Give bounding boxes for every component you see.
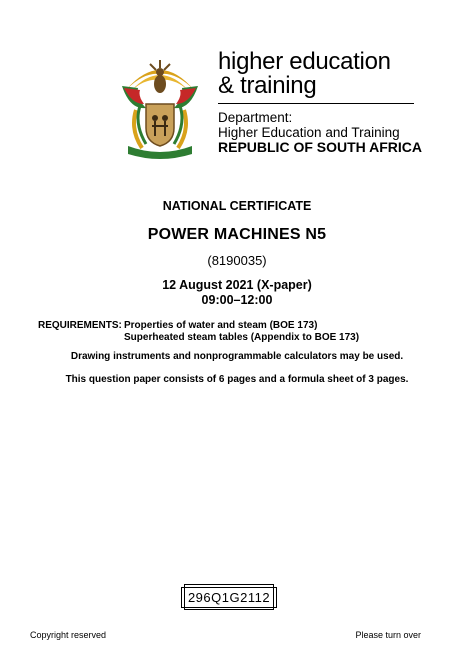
brand-divider: [218, 103, 414, 104]
brand-line-1: higher education: [218, 48, 391, 75]
secretary-bird-icon: [122, 60, 198, 108]
department-label: Department:: [218, 110, 293, 125]
coat-of-arms-logo: [116, 50, 204, 160]
requirement-item: Properties of water and steam (BOE 173): [124, 320, 318, 331]
country-name: REPUBLIC OF SOUTH AFRICA: [218, 139, 423, 155]
subject-code: (8190035): [207, 253, 267, 268]
instruments-note: Drawing instruments and nonprogrammable calculators may be used.: [70, 351, 404, 362]
subject-title: POWER MACHINES N5: [147, 226, 327, 243]
certificate-title: NATIONAL CERTIFICATE: [162, 199, 312, 213]
department-name: Higher Education and Training: [218, 125, 400, 140]
motto-ribbon-icon: [128, 146, 192, 159]
requirements-section: [38, 320, 359, 344]
copyright-footer: Copyright reserved: [30, 630, 107, 640]
requirement-item: Superheated steam tables (Appendix to BOE 173): [124, 332, 360, 343]
paper-code: 296Q1G2112: [181, 587, 277, 608]
paper-code-box: [184, 584, 274, 610]
pages-note: This question paper consists of 6 pages and a formula sheet of 3 pages.: [65, 374, 409, 385]
requirements-list: [124, 320, 359, 344]
department-block: [218, 110, 423, 155]
turn-over-footer: Please turn over: [355, 630, 421, 640]
brand-line-2: & training: [218, 72, 317, 99]
exam-time: 09:00–12:00: [201, 293, 273, 307]
shield-icon: [146, 104, 174, 146]
exam-date: 12 August 2021 (X-paper): [162, 278, 312, 292]
requirements-label: REQUIREMENTS:: [38, 320, 122, 331]
department-brand: [218, 48, 423, 155]
